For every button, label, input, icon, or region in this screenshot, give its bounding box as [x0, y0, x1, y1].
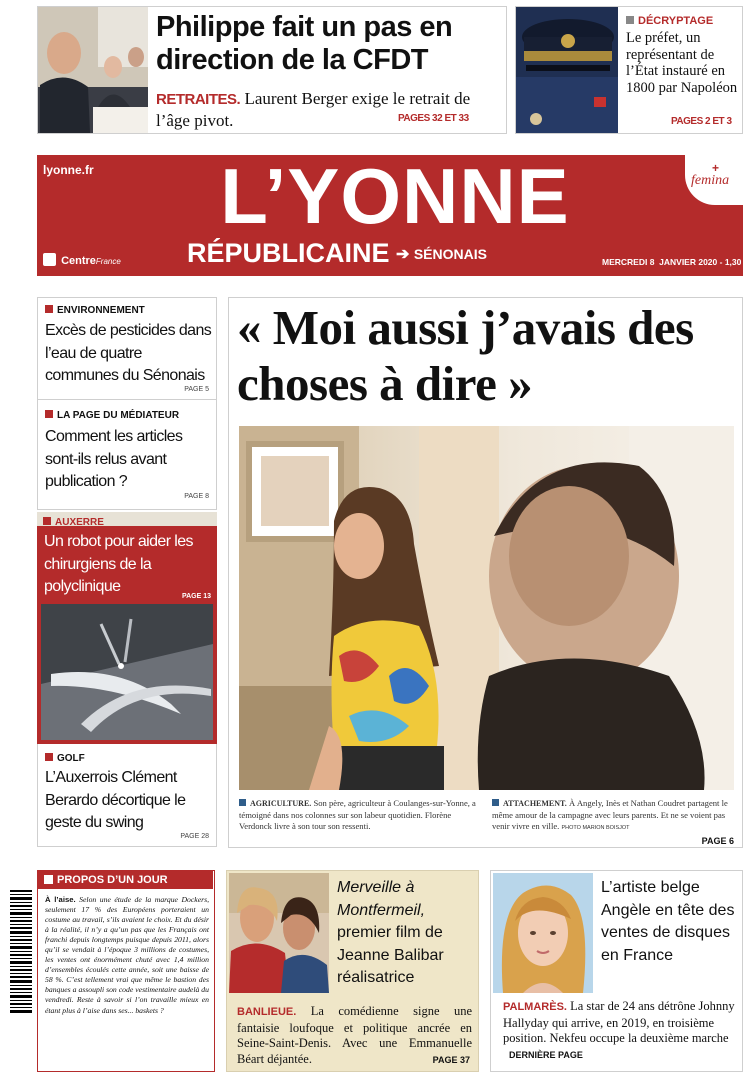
masthead-subtitle: RÉPUBLICAINE [187, 238, 390, 268]
square-bullet-icon [492, 799, 499, 806]
music-summary [503, 999, 737, 1063]
main-story[interactable] [228, 297, 743, 848]
top-teaser-left[interactable] [37, 6, 507, 134]
group-name: Centre [61, 255, 96, 267]
sidebar-page-1: PAGE 5 [184, 386, 209, 393]
group-logo [43, 253, 121, 267]
caption-right-text: À Angely, Inès et Nathan Coudret partagent le même amour de la campagne avec leurs parents. Et ne se voient pas venir vivre en ville. [492, 798, 728, 831]
top-right-kicker-text: DÉCRYPTAGE [638, 15, 714, 27]
group-suffix: France [95, 257, 121, 266]
music-page-ref: DERNIÈRE PAGE [509, 1049, 583, 1060]
sidebar-kicker-3-text: AUXERRE [55, 517, 104, 528]
masthead-title: L’YONNE [220, 152, 570, 240]
sidebar-item-golf[interactable] [37, 744, 217, 847]
top-left-kicker: RETRAITES. [156, 91, 241, 108]
photo-philippe-meeting [38, 7, 148, 133]
cinema-headline-italic: Merveille à Montfermeil, [337, 879, 426, 919]
square-bullet-icon [45, 753, 53, 761]
cinema-headline [337, 877, 477, 990]
edition-name: SÉNONAIS [413, 246, 487, 262]
square-bullet-icon [626, 16, 634, 24]
caption-right-kicker: ATTACHEMENT. [503, 799, 567, 808]
music-headline: L’artiste belge Angèle en tête des ventes de disques en France [601, 879, 735, 964]
top-teaser-right[interactable] [515, 6, 743, 134]
caption-left-text: Son père, agriculteur à Coulanges-sur-Yonne, a témoigné dans nos colonnes sur son labeur quotidien. Florène Verdonck livre à son tour son ressenti. [239, 798, 476, 831]
sidebar-item-auxerre[interactable] [37, 512, 217, 744]
sidebar-item-environnement[interactable] [37, 297, 217, 400]
sidebar-kicker-4-text: GOLF [57, 753, 85, 764]
sidebar-page-3: PAGE 13 [181, 593, 211, 600]
sidebar-kicker-1-text: ENVIRONNEMENT [57, 305, 145, 316]
sidebar-kicker-2 [45, 410, 179, 421]
square-bullet-icon [239, 799, 246, 806]
femina-label: femina [691, 173, 730, 188]
photo-prefect-cap [516, 7, 618, 133]
propos-text: Selon une étude de la marque Dockers, seulement 17 % des Européens porteraient un costume au travail, s’ils avaient le choix. Et du désir à la réalité, il n’y a qu’un pas que les Français ont franchi depuis longtemps puisque depuis 2011, alors qu’il se vendait à l’époque 3 millions de costumes, les ventes ont énormément chuté avec 1,4 million d’ensembles écoulés cette année, soit une baisse de 58 %. C’est tellement vrai que même le bastion des banques a assoupli son code vestimentaire audelà du vendredi. Reste à savoir si l’on travaille mieux en étant plus à l’aise dans ses... baskets ? [45, 895, 210, 1015]
website-link[interactable]: lyonne.fr [43, 163, 94, 177]
music-teaser[interactable] [490, 870, 743, 1072]
caption-left-kicker: AGRICULTURE. [250, 799, 312, 808]
barcode [8, 888, 34, 1080]
masthead-subtitle-row [187, 238, 487, 268]
date-price: MERCREDI 8 JANVIER 2020 - 1,30 € [602, 257, 749, 267]
cinema-text: La comédienne signe une fantaisie loufoque et politique ancrée en Seine-Saint-Denis. Avec une Emmanuelle Béart déjantée. [237, 1004, 473, 1066]
top-left-text [156, 88, 496, 131]
square-bullet-icon [43, 517, 51, 525]
top-left-headline[interactable]: Philippe fait un pas en direction de la CFDT [156, 11, 453, 76]
sidebar-page-2: PAGE 8 [184, 493, 209, 500]
main-page-ref[interactable]: PAGE 6 [701, 836, 734, 846]
sidebar-kicker-2-text: LA PAGE DU MÉDIATEUR [57, 410, 180, 421]
propos-lead: À l’aise. [45, 895, 76, 904]
main-headline[interactable]: « Moi aussi j’avais des choses à dire » [237, 300, 694, 411]
centre-france-icon [43, 253, 56, 266]
caption-agriculture [239, 798, 484, 833]
cinema-headline-text: premier film de Jeanne Balibar réalisatrice [337, 924, 444, 986]
photo-angele [493, 873, 593, 993]
top-right-kicker [626, 15, 713, 27]
photo-balibar-beart [229, 873, 329, 993]
sidebar-kicker-3-bar [37, 512, 217, 526]
femina-badge[interactable] [685, 155, 743, 205]
photo-credit: PHOTO MARION BOISJOT [561, 825, 630, 831]
propos-du-jour[interactable] [37, 870, 215, 1072]
caption-attachement [492, 798, 737, 835]
top-left-pages[interactable]: PAGES 32 ET 33 [398, 113, 469, 124]
sidebar-headline-1: Excès de pesticides dans l’eau de quatre communes du Sénonais [45, 322, 212, 384]
photo-main-girl-father [239, 426, 734, 790]
top-left-summary: Laurent Berger exige le retrait de l’âge pivot. [156, 89, 471, 130]
plus-icon: + [712, 161, 720, 175]
propos-title-bar [38, 871, 213, 889]
cinema-teaser[interactable] [226, 870, 479, 1072]
music-text: La star de 24 ans détrône Johnny Hallyday qui arrive, en 2019, en troisième position. Nekfeu occupe la deuxième marche [503, 999, 735, 1045]
square-bullet-icon [45, 305, 53, 313]
sidebar-headline-4: L’Auxerrois Clément Berardo décortique le geste du swing [45, 769, 186, 831]
arrow-right-icon: ➔ [395, 246, 410, 263]
masthead [37, 152, 749, 276]
sidebar-kicker-4 [45, 753, 85, 764]
cinema-page-ref: PAGE 37 [432, 1055, 470, 1065]
music-kicker: PALMARÈS. [503, 1001, 567, 1013]
barcode-icon [8, 888, 34, 1018]
top-right-pages[interactable]: PAGES 2 ET 3 [671, 116, 732, 127]
sidebar-headline-3: Un robot pour aider les chirurgiens de la polyclinique [44, 533, 193, 595]
photo-surgical-robot [41, 604, 213, 740]
square-bullet-icon [45, 410, 53, 418]
sidebar-headline-2: Comment les articles sont-ils relus avant publication ? [45, 428, 183, 490]
top-right-text[interactable]: Le préfet, un représentant de l’État instauré en 1800 par Napoléon [626, 30, 738, 96]
square-bullet-icon [44, 875, 53, 884]
sidebar-item-mediateur[interactable] [37, 400, 217, 510]
propos-title: PROPOS D’UN JOUR [57, 874, 168, 886]
cinema-kicker: BANLIEUE. [237, 1006, 297, 1018]
sidebar-kicker-1 [45, 305, 145, 316]
propos-body [45, 895, 209, 1016]
sidebar-page-4: PAGE 28 [180, 833, 209, 840]
